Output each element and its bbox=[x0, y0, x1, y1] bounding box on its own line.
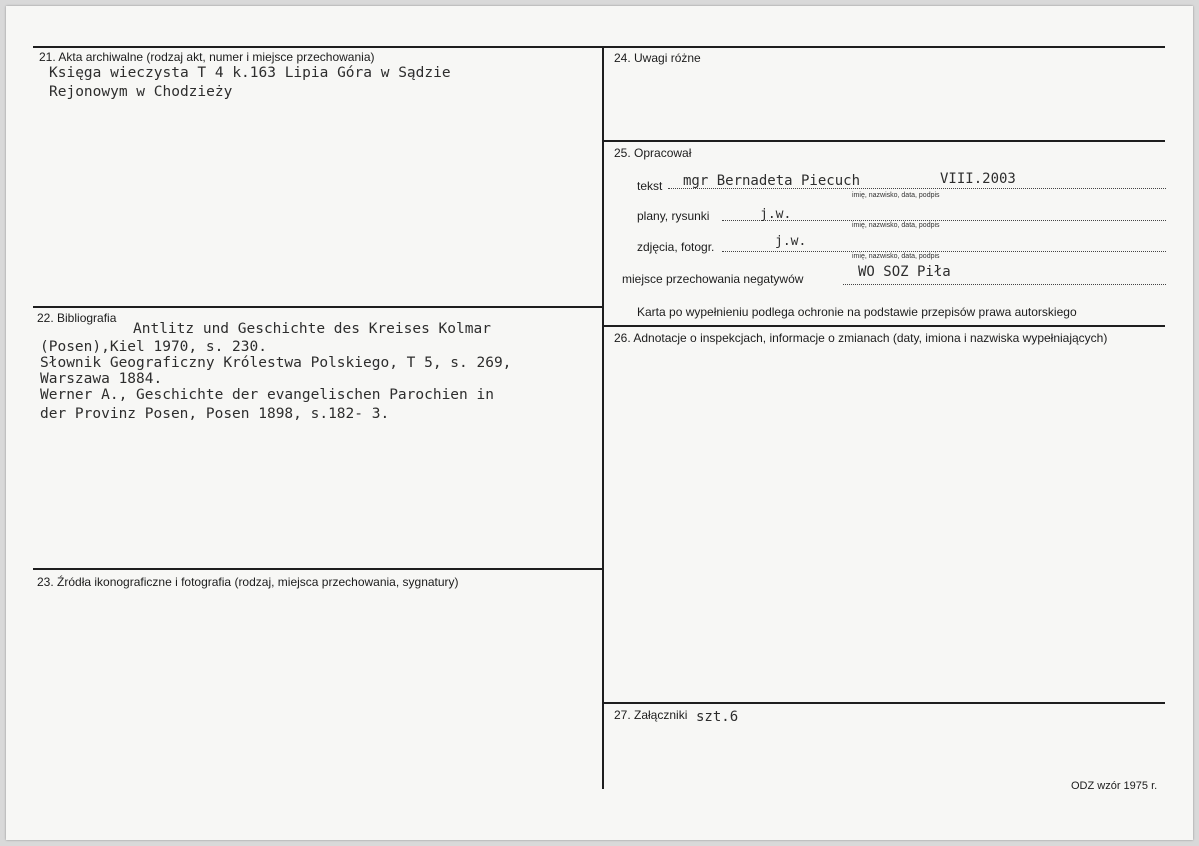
copyright-notice: Karta po wypełnieniu podlega ochronie na podstawie przepisów prawa autorskiego bbox=[637, 305, 1077, 319]
zdjecia-dotted-line bbox=[722, 251, 1166, 252]
section-26-label: 26. Adnotacje o inspekcjach, informacje o zmianach (daty, imiona i nazwiska wypełniających) bbox=[614, 331, 1108, 345]
archival-records-line-2: Rejonowym w Chodzieży bbox=[49, 84, 233, 100]
zdjecia-label: zdjęcia, fotogr. bbox=[637, 240, 715, 254]
section-21-label: 21. Akta archiwalne (rodzaj akt, numer i miejsce przechowania) bbox=[39, 50, 375, 64]
bibliography-line-4: Warszawa 1884. bbox=[40, 371, 163, 387]
tekst-date: VIII.2003 bbox=[940, 171, 1016, 187]
section-24-label: 24. Uwagi różne bbox=[614, 51, 701, 65]
archival-records-line-1: Księga wieczysta T 4 k.163 Lipia Góra w Sądzie bbox=[49, 65, 451, 81]
plany-value: j.w. bbox=[760, 207, 792, 222]
rule-22-23 bbox=[33, 568, 603, 570]
tekst-hint: imię, nazwisko, data, podpis bbox=[852, 192, 940, 199]
top-rule-right bbox=[603, 46, 1165, 48]
attachments-count: szt.6 bbox=[696, 709, 739, 725]
plany-hint: imię, nazwisko, data, podpis bbox=[852, 222, 940, 229]
tekst-author: mgr Bernadeta Piecuch bbox=[683, 173, 861, 189]
bibliography-line-3: Słownik Geograficzny Królestwa Polskiego, T 5, s. 269, bbox=[40, 355, 512, 371]
plany-label: plany, rysunki bbox=[637, 209, 710, 223]
form-identifier: ODZ wzór 1975 r. bbox=[1071, 780, 1158, 792]
section-25-label: 25. Opracował bbox=[614, 146, 692, 160]
column-divider bbox=[602, 46, 604, 789]
bibliography-line-2: (Posen),Kiel 1970, s. 230. bbox=[40, 339, 267, 355]
bibliography-line-6: der Provinz Posen, Posen 1898, s.182- 3. bbox=[40, 406, 390, 422]
record-card bbox=[6, 6, 1193, 840]
bibliography-line-5: Werner A., Geschichte der evangelischen Parochien in bbox=[40, 387, 494, 403]
bibliography-line-1: Antlitz und Geschichte des Kreises Kolmar bbox=[133, 321, 491, 337]
rule-26-27 bbox=[603, 702, 1165, 704]
rule-25-26 bbox=[603, 325, 1165, 327]
zdjecia-hint: imię, nazwisko, data, podpis bbox=[852, 253, 940, 260]
section-23-label: 23. Źródła ikonograficzne i fotografia (rodzaj, miejsca przechowania, sygnatury) bbox=[37, 575, 459, 589]
negatywy-dotted-line bbox=[843, 284, 1166, 285]
negatywy-value: WO SOZ Piła bbox=[858, 264, 951, 280]
rule-21-22 bbox=[33, 306, 603, 308]
rule-24-25 bbox=[603, 140, 1165, 142]
section-22-label: 22. Bibliografia bbox=[37, 311, 117, 325]
zdjecia-value: j.w. bbox=[775, 234, 807, 249]
top-rule-left bbox=[33, 46, 603, 48]
section-27-label: 27. Załączniki bbox=[614, 708, 688, 722]
negatywy-label: miejsce przechowania negatywów bbox=[622, 272, 804, 286]
tekst-label: tekst bbox=[637, 179, 663, 193]
